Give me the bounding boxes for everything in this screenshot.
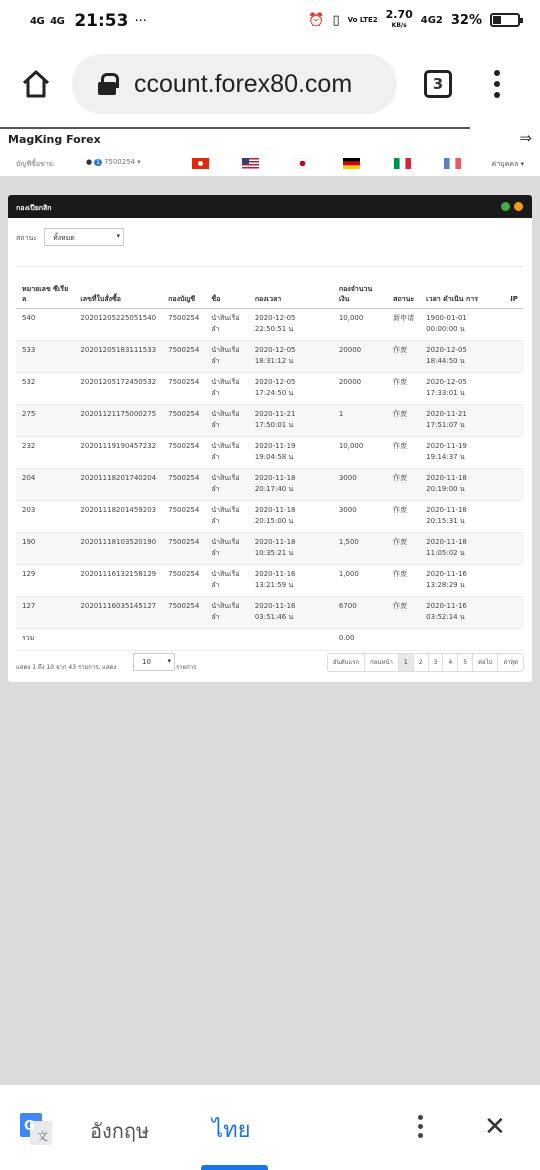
table-cell: 2020-11-19 19:04:58 น (249, 436, 333, 468)
table-cell: 2020-12-05 17:33:01 น (420, 372, 504, 404)
account-dropdown[interactable] (86, 158, 141, 166)
column-header[interactable]: เลขที่ใบสั่งซื้อ (74, 270, 162, 308)
flag-hk-icon[interactable] (192, 158, 209, 169)
table-cell: 20000 (333, 372, 387, 404)
total-label: รวม (16, 628, 74, 650)
table-cell: 2020-11-16 13:21:59 น (249, 564, 333, 596)
battery-percent: 32% (450, 12, 482, 28)
table-cell: 129 (16, 564, 74, 596)
table-cell: 7500254 (162, 500, 205, 532)
table-cell: นำสินเรือ่ลำ (205, 372, 249, 404)
table-cell: 2020-12-05 18:31:12 น (249, 340, 333, 372)
translate-bar (0, 1085, 540, 1170)
table-cell (420, 628, 504, 650)
table-cell (504, 628, 524, 650)
table-cell: นำสินเรือ่ลำ (205, 404, 249, 436)
withdrawal-table (16, 270, 524, 651)
url-text: ccount.forex80.com (134, 69, 353, 98)
pagination-button[interactable]: 3 (428, 654, 443, 671)
table-cell: 2020-12-05 18:44:50 น (420, 340, 504, 372)
table-cell: 20201205225051540 (74, 308, 162, 340)
column-header[interactable]: กองเวลา (249, 270, 333, 308)
table-cell: 20201116132158129 (74, 564, 162, 596)
table-row (16, 468, 524, 500)
status-bar (0, 0, 540, 40)
site-navbar (0, 127, 540, 177)
table-cell: 10,000 (333, 436, 387, 468)
column-header[interactable]: เวลา ดำเนิน การ (420, 270, 504, 308)
net-speed: 2.70 (385, 8, 413, 21)
table-cell: 7500254 (162, 596, 205, 628)
column-header[interactable]: กองจำนวน เงิน (333, 270, 387, 308)
table-cell: 2020-11-19 19:14:37 น (420, 436, 504, 468)
flag-jp-icon[interactable] (294, 158, 311, 169)
filter-label: สถานะ (16, 234, 37, 242)
total-value: 0.00 (333, 628, 387, 650)
table-cell: 2020-11-18 20:17:40 น (249, 468, 333, 500)
table-cell: นำสินเรือ่ลำ (205, 308, 249, 340)
table-cell (504, 436, 524, 468)
table-cell: 20201205172450532 (74, 372, 162, 404)
column-header[interactable]: หมายเลข ซีเรียล (16, 270, 74, 308)
table-row (16, 372, 524, 404)
divider (16, 266, 524, 267)
table-cell: 532 (16, 372, 74, 404)
table-cell (504, 564, 524, 596)
page-size-select[interactable]: 10 ▾ (133, 653, 175, 671)
table-cell: 20201118201740204 (74, 468, 162, 500)
vibrate-icon: ▯ (332, 12, 340, 28)
svg-text:文: 文 (37, 1130, 48, 1143)
table-cell: นำสินเรือ่ลำ (205, 468, 249, 500)
table-cell (504, 500, 524, 532)
volte-label: Vo LTE2 (347, 16, 378, 24)
pagination-button[interactable]: อันดับแรก (333, 659, 360, 666)
table-cell: นำสินเรือ่ลำ (205, 340, 249, 372)
table-row (16, 596, 524, 628)
table-cell: 20201119190457232 (74, 436, 162, 468)
column-header[interactable]: IP (504, 270, 524, 308)
google-translate-icon[interactable] (20, 1113, 52, 1145)
clock: 21:53 (74, 11, 129, 31)
table-cell: 2020-11-16 03:51:46 น (249, 596, 333, 628)
battery-icon (490, 13, 520, 27)
signal-3: 4G2 (420, 14, 443, 26)
table-cell: 20201205183111533 (74, 340, 162, 372)
table-cell: 7500254 (162, 340, 205, 372)
account-id: 7500254 (103, 158, 136, 166)
table-row (16, 532, 524, 564)
table-cell: 2020-12-05 17:24:50 น (249, 372, 333, 404)
table-cell: 2020-11-18 20:15:31 น (420, 500, 504, 532)
table-cell: 20201121175000275 (74, 404, 162, 436)
table-cell (74, 628, 162, 650)
net-speed-unit: KB/s (391, 22, 407, 29)
table-cell: 作废 (387, 340, 420, 372)
divider (0, 127, 470, 129)
table-cell: 533 (16, 340, 74, 372)
table-cell: 127 (16, 596, 74, 628)
table-row (16, 404, 524, 436)
svg-text:G: G (24, 1119, 35, 1134)
chevron-down-icon: ▾ (137, 158, 141, 166)
table-cell: 1,500 (333, 532, 387, 564)
target-language-tab[interactable]: ไทย (212, 1118, 251, 1143)
table-cell: 7500254 (162, 564, 205, 596)
more-notifications: ··· (134, 13, 147, 29)
table-cell: 20201118103520190 (74, 532, 162, 564)
table-cell (162, 628, 205, 650)
table-cell: 7500254 (162, 404, 205, 436)
table-cell: 作废 (387, 500, 420, 532)
browser-menu-icon[interactable] (494, 70, 500, 103)
brand-name: MagKing Forex (8, 133, 101, 146)
table-cell: 540 (16, 308, 74, 340)
column-header[interactable]: ชื่อ (205, 270, 249, 308)
table-cell (504, 308, 524, 340)
table-cell (504, 404, 524, 436)
table-cell: 20201116035145127 (74, 596, 162, 628)
tools-dropdown[interactable]: ค่าบุคคล ▾ (491, 160, 524, 168)
table-cell: 2020-11-21 17:50:01 น (249, 404, 333, 436)
table-cell: 作废 (387, 596, 420, 628)
table-cell (205, 628, 249, 650)
total-row (16, 628, 524, 650)
pagination (327, 653, 524, 672)
url-field[interactable] (72, 54, 397, 114)
table-cell: 2020-12-05 22:50:51 น (249, 308, 333, 340)
table-cell (387, 628, 420, 650)
pagination-button[interactable]: ล่าสุด (497, 654, 523, 671)
table-cell: 232 (16, 436, 74, 468)
active-tab-indicator (201, 1165, 268, 1170)
flag-us-icon[interactable] (242, 158, 259, 169)
collapse-icon[interactable] (514, 202, 523, 211)
table-cell: นำสินเรือ่ลำ (205, 532, 249, 564)
table-cell: 3000 (333, 500, 387, 532)
panel-header (8, 195, 532, 218)
table-cell: 作废 (387, 564, 420, 596)
status-filter-select[interactable]: ทั้งหมด ▾ (44, 228, 124, 246)
table-cell: 2020-11-16 13:28:29 น (420, 564, 504, 596)
table-cell: 作废 (387, 404, 420, 436)
table-cell: 10,000 (333, 308, 387, 340)
table-cell: 204 (16, 468, 74, 500)
table-cell (504, 340, 524, 372)
pagination-button[interactable]: 1 (398, 654, 413, 671)
table-cell: นำสินเรือ่ลำ (205, 436, 249, 468)
refresh-icon[interactable] (501, 202, 510, 211)
pagination-button[interactable]: 2 (413, 654, 428, 671)
table-row (16, 308, 524, 340)
logout-arrow-icon[interactable]: ⇒ (519, 129, 532, 147)
table-cell: 2020-11-16 03:52:14 น (420, 596, 504, 628)
table-cell: นำสินเรือ่ลำ (205, 500, 249, 532)
table-cell: 275 (16, 404, 74, 436)
table-cell: 1 (333, 404, 387, 436)
pagination-button[interactable]: 5 (457, 654, 472, 671)
table-cell: 20201118201459203 (74, 500, 162, 532)
table-row (16, 564, 524, 596)
table-cell: 7500254 (162, 436, 205, 468)
close-icon[interactable]: ✕ (484, 1112, 506, 1142)
table-cell: 190 (16, 532, 74, 564)
translate-menu-icon[interactable] (418, 1115, 423, 1142)
table-row (16, 500, 524, 532)
account-badge: 1 (96, 158, 100, 166)
table-cell: 20000 (333, 340, 387, 372)
withdrawal-panel (8, 195, 532, 682)
pagination-info-suffix: รายการ (176, 664, 197, 671)
table-cell (504, 372, 524, 404)
table-cell: 1900-01-01 00:00:00 น (420, 308, 504, 340)
table-cell: 1,000 (333, 564, 387, 596)
browser-address-bar (0, 40, 540, 128)
table-cell: 3000 (333, 468, 387, 500)
table-cell: 7500254 (162, 532, 205, 564)
table-cell: 作废 (387, 436, 420, 468)
signal-1: 4G (30, 15, 45, 27)
signal-2: 4G (50, 15, 65, 27)
table-cell: 新申请 (387, 308, 420, 340)
alarm-icon: ⏰ (308, 12, 325, 28)
table-cell: 2020-11-18 10:35:21 น (249, 532, 333, 564)
table-cell: 作废 (387, 372, 420, 404)
table-cell: นำสินเรือ่ลำ (205, 596, 249, 628)
table-cell: 6700 (333, 596, 387, 628)
table-cell: 作废 (387, 468, 420, 500)
table-cell: 7500254 (162, 372, 205, 404)
source-language-tab[interactable]: อังกฤษ (90, 1119, 150, 1143)
table-cell (249, 628, 333, 650)
column-header[interactable]: กองบัญชี (162, 270, 205, 308)
account-label: บัญชีซื้อขาย: (16, 160, 56, 168)
pagination-info: แสดง 1 ถึง 10 จาก 43 รายการ, แสดง (16, 664, 117, 671)
flag-de-icon[interactable] (343, 158, 360, 169)
tools-label: ค่าบุคคล (491, 160, 519, 168)
table-cell: 作废 (387, 532, 420, 564)
table-cell: 2020-11-21 17:51:07 น (420, 404, 504, 436)
column-header[interactable]: สถานะ (387, 270, 420, 308)
table-cell: นำสินเรือ่ลำ (205, 564, 249, 596)
table-cell (504, 532, 524, 564)
pagination-button[interactable]: ก่อนหน้า (364, 654, 398, 671)
pagination-button[interactable]: 4 (442, 654, 457, 671)
pagination-button[interactable]: ต่อไป (472, 654, 497, 671)
home-icon[interactable] (20, 68, 52, 100)
tab-switcher-button[interactable]: 3 (424, 70, 452, 98)
table-row (16, 436, 524, 468)
user-icon: ● (86, 158, 93, 166)
panel-title: กองเปียกสิก (16, 204, 52, 212)
table-cell: 2020-11-18 11:05:02 น (420, 532, 504, 564)
table-cell: 203 (16, 500, 74, 532)
lock-icon (98, 73, 116, 95)
table-cell: 2020-11-18 20:19:00 น (420, 468, 504, 500)
table-row (16, 340, 524, 372)
flag-fr-icon[interactable] (444, 158, 461, 169)
table-cell: 7500254 (162, 308, 205, 340)
table-cell: 7500254 (162, 468, 205, 500)
table-cell (504, 596, 524, 628)
web-page (0, 127, 540, 1085)
flag-it-icon[interactable] (394, 158, 411, 169)
table-cell: 2020-11-18 20:15:00 น (249, 500, 333, 532)
table-cell (504, 468, 524, 500)
